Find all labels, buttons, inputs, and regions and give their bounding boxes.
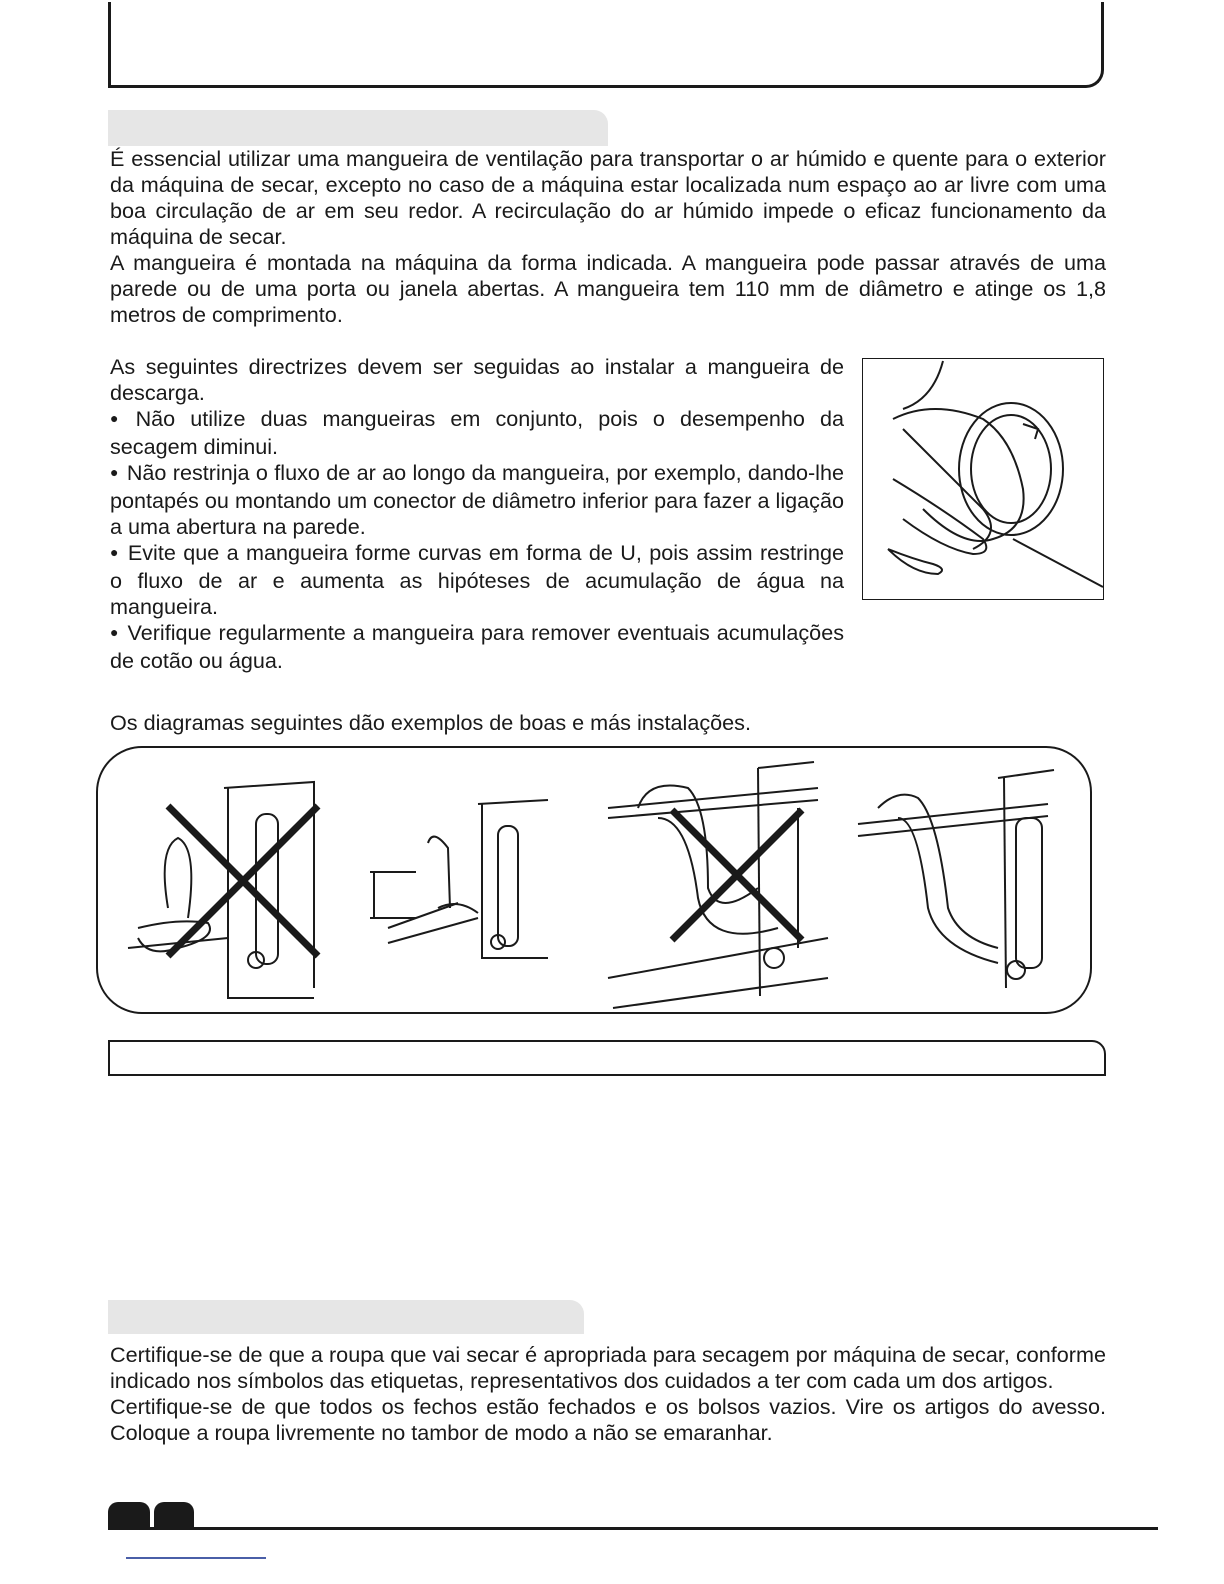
guidelines-intro: As seguintes directrizes devem ser seguidas ao instalar a mangueira de descarga. <box>110 354 844 405</box>
installation-diagrams <box>96 746 1092 1014</box>
intro-paragraph-1: É essencial utilizar uma mangueira de ventilação para transportar o ar húmido e quente para o exterior da máquina de secar, excepto no caso de a máquina estar localizada num espaço ao ar livre com uma boa circulação de ar em seu redor. A recirculação do ar húmido impede o eficaz funcionamento da máquina de secar. <box>110 146 1106 249</box>
laundry-paragraph-1: Certifique-se de que a roupa que vai secar é apropriada para secagem por máquina de secar, conforme indicado nos símbolos das etiquetas, representativos dos cuidados a ter com cada um dos artigos. <box>110 1342 1106 1393</box>
bad-install-x-icon-2 <box>672 810 802 940</box>
guideline-bullet-3: ● Evite que a mangueira forme curvas em forma de U, pois assim restringe o fluxo de ar e aumenta as hipóteses de acumulação de água na mangueira. <box>110 540 844 620</box>
diagram-bad-1 <box>128 782 314 998</box>
section-tab-1 <box>108 110 608 146</box>
section-tab-2 <box>108 1300 584 1334</box>
guideline-bullet-1: ● Não utilize duas mangueiras em conjunto, pois o desempenho da secagem diminui. <box>110 406 844 460</box>
laundry-prep-text <box>110 1342 1106 1446</box>
hose-connection-figure <box>862 358 1104 600</box>
footer-block-2 <box>154 1502 194 1528</box>
intro-paragraph-2: A mangueira é montada na máquina da forma indicada. A mangueira pode passar através de uma parede ou de uma porta ou janela abertas. A mangueira tem 110 mm de diâmetro e atinge os 1,8 metros de comprimento. <box>110 250 1106 327</box>
section-2-header-box <box>108 1040 1106 1076</box>
intro-text <box>110 146 1106 328</box>
laundry-paragraph-2: Certifique-se de que todos os fechos estão fechados e os bolsos vazios. Vire os artigos do avesso. Coloque a roupa livremente no tambor de modo a não se emaranhar. <box>110 1394 1106 1445</box>
footer-link-underline <box>126 1557 266 1559</box>
guidelines-text <box>110 354 844 674</box>
guideline-bullet-4: ● Verifique regularmente a mangueira para remover eventuais acumulações de cotão ou água. <box>110 620 844 674</box>
header-box <box>108 2 1104 88</box>
diagram-good-1 <box>370 800 548 958</box>
footer-block-1 <box>108 1502 150 1528</box>
diagrams-caption: Os diagramas seguintes dão exemplos de boas e más instalações. <box>110 710 751 735</box>
hose-connection-illustration <box>863 359 1103 599</box>
footer-rule <box>108 1527 1158 1530</box>
guideline-bullet-2: ● Não restrinja o fluxo de ar ao longo da mangueira, por exemplo, dando-lhe pontapés ou montando um conector de diâmetro inferior para fazer a ligação a uma abertura na parede. <box>110 460 844 540</box>
installation-diagrams-svg <box>98 748 1092 1014</box>
diagram-good-2 <box>858 770 1054 988</box>
diagram-bad-2 <box>608 762 828 1008</box>
